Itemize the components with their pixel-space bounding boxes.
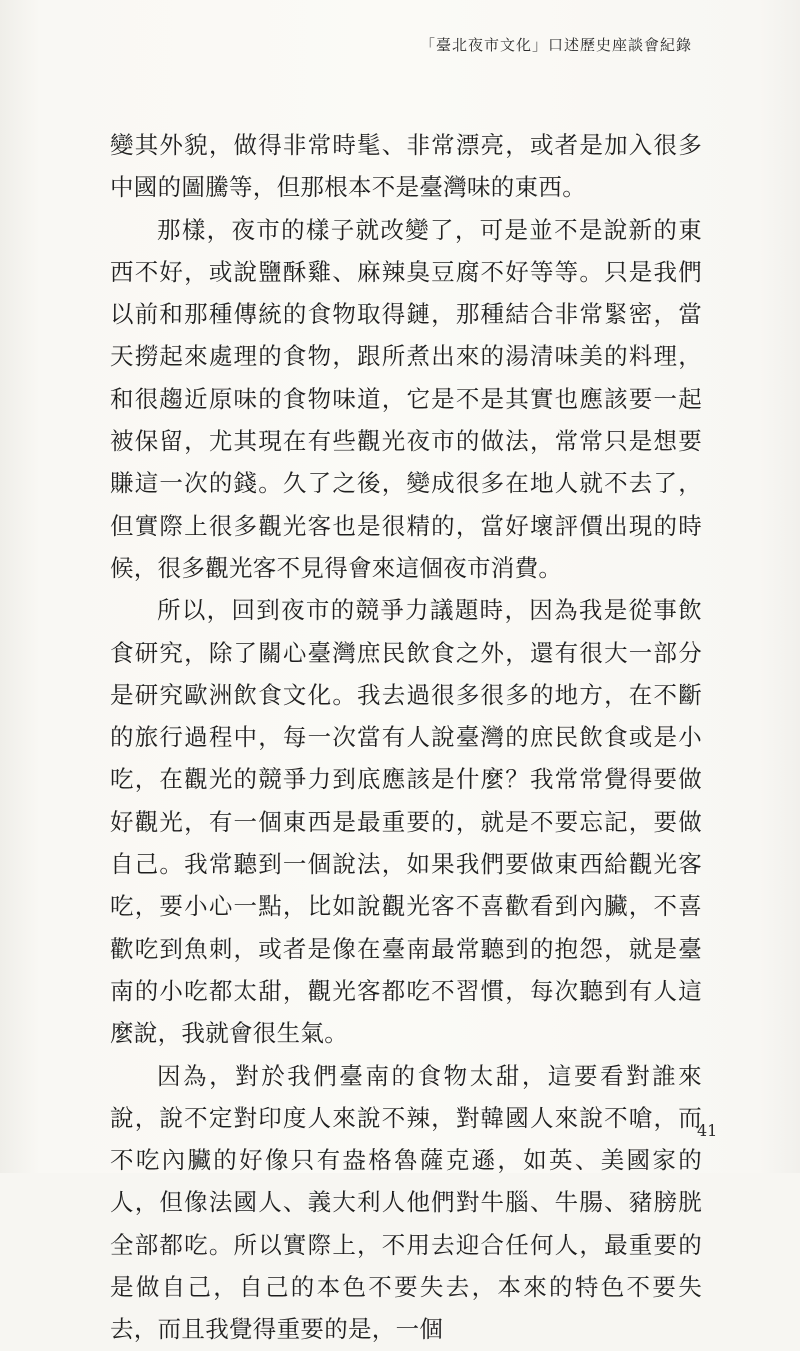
page-number: 41 bbox=[697, 1121, 718, 1140]
paragraph: 那樣，夜市的樣子就改變了，可是並不是說新的東西不好，或說鹽酥雞、麻辣臭豆腐不好等等。只是我們以前和那種傳統的食物取得鏈，那種結合非常緊密，當天撈起來處理的食物，跟所煮出來的湯清味美的料理，和很趨近原味的食物味道，它是不是其實也應該要一起被保留，尤其現在有些觀光夜市的做法，常常只是想要賺這一次的錢。久了之後，變成很多在地人就不去了，但實際上很多觀光客也是很精的，當好壞評價出現的時候，很多觀光客不見得會來這個夜市消費。 bbox=[110, 215, 702, 582]
body-text bbox=[110, 124, 702, 1351]
paragraph: 因為，對於我們臺南的食物太甜，這要看對誰來說，說不定對印度人來說不辣，對韓國人來說不嗆，而不吃內臟的好像只有盎格魯薩克遜，如英、美國家的人，但像法國人、義大利人他們對牛腦、牛腸、豬膀胱全部都吃。所以實際上，不用去迎合任何人，最重要的是做自己，自己的本色不要失去，本來的特色不要失去，而且我覺得重要的是，一個 bbox=[110, 1061, 702, 1344]
paragraph: 所以，回到夜市的競爭力議題時，因為我是從事飲食研究，除了關心臺灣庶民飲食之外，還有很大一部分是研究歐洲飲食文化。我去過很多很多的地方，在不斷的旅行過程中，每一次當有人說臺灣的庶民飲食或是小吃，在觀光的競爭力到底應該是什麼？我常常覺得要做好觀光，有一個東西是最重要的，就是不要忘記，要做自己。我常聽到一個說法，如果我們要做東西給觀光客吃，要小心一點，比如說觀光客不喜歡看到內臟，不喜歡吃到魚刺，或者是像在臺南最常聽到的抱怨，就是臺南的小吃都太甜，觀光客都吃不習慣，每次聽到有人這麼說，我就會很生氣。 bbox=[110, 596, 702, 1048]
paragraph-continuation: 變其外貌，做得非常時髦、非常漂亮，或者是加入很多中國的圖騰等，但那根本不是臺灣味的東西。 bbox=[110, 131, 702, 202]
running-header: 「臺北夜市文化」口述歷史座談會紀錄 bbox=[419, 36, 692, 54]
